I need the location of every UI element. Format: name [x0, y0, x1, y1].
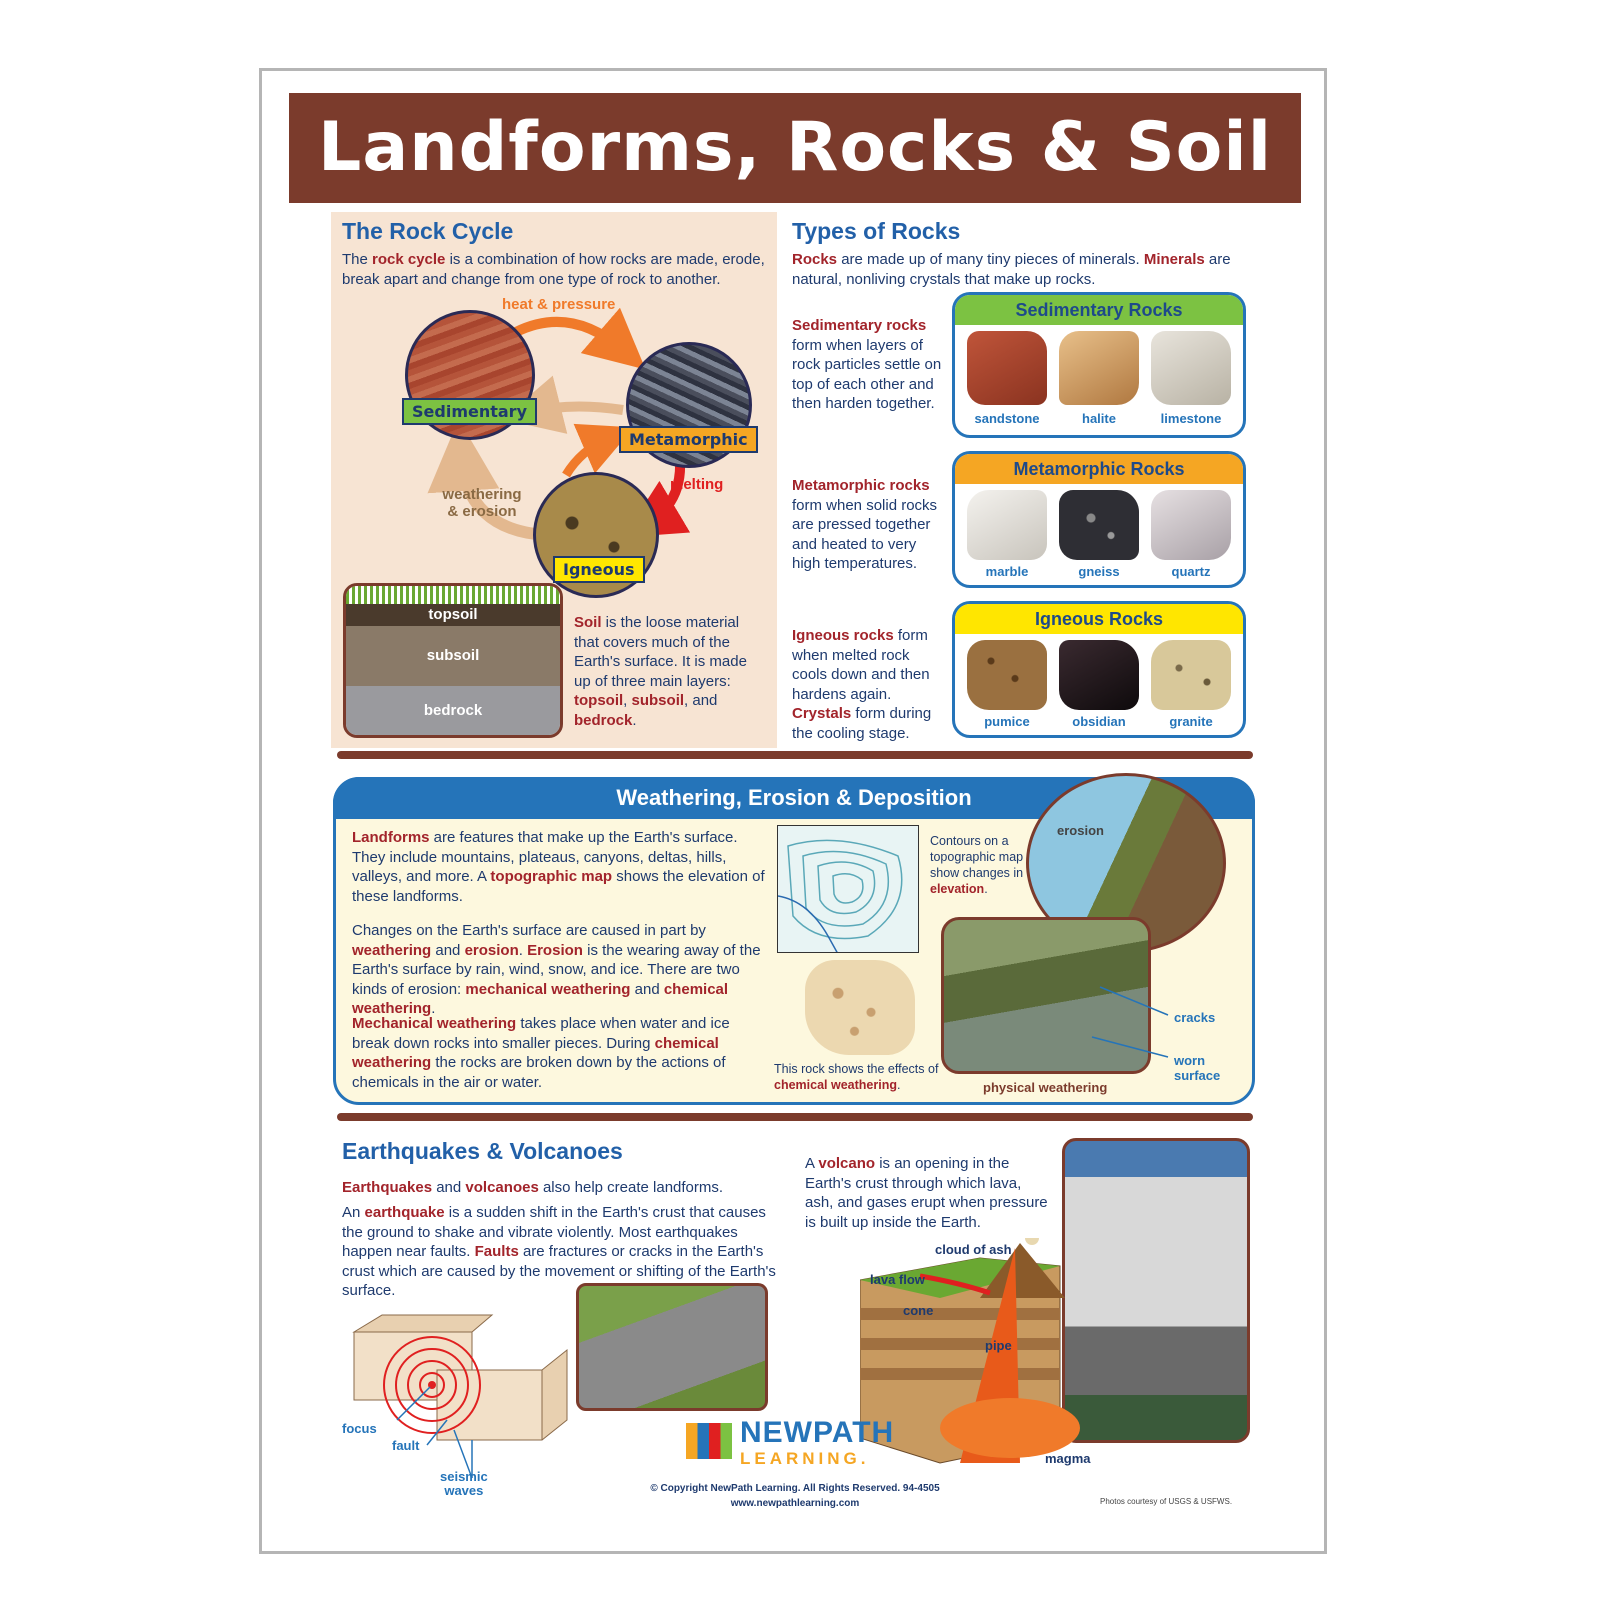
types-of-rocks-heading: Types of Rocks: [792, 218, 961, 244]
obsidian-label: obsidian: [1072, 714, 1126, 729]
sandstone-image: [967, 331, 1047, 405]
topographic-map: [777, 825, 919, 953]
gneiss-image: [1059, 490, 1139, 560]
cone-label: cone: [903, 1303, 934, 1318]
marble-image: [967, 490, 1047, 560]
magma-label: magma: [1045, 1451, 1091, 1466]
earthquake-road-photo: [576, 1283, 768, 1411]
sedimentary-label: Sedimentary: [402, 398, 537, 425]
erosion-label: erosion: [1057, 823, 1104, 838]
granite-label: granite: [1169, 714, 1213, 729]
sedimentary-rocks-box: [952, 292, 1246, 438]
cloud-of-ash-label: cloud of ash: [935, 1242, 1012, 1257]
halite-image: [1059, 331, 1139, 405]
landforms-intro: Earthquakes and volcanoes also help create landforms.: [342, 1179, 724, 1196]
subsoil-label: subsoil: [346, 626, 560, 686]
metamorphic-label: Metamorphic: [619, 426, 758, 453]
rock-cycle-intro: The rock cycle is a combination of how rocks are made, erode, break apart and change from one type of rock to another.: [342, 251, 765, 288]
lava-flow-label: lava flow: [870, 1272, 925, 1287]
rock-cycle-heading: The Rock Cycle: [342, 218, 514, 244]
soil-layers-diagram: [343, 583, 563, 738]
bedrock-label: bedrock: [346, 686, 560, 738]
topsoil-label: topsoil: [346, 604, 560, 626]
worn-surface-label: worn surface: [1174, 1053, 1221, 1083]
quartz-image: [1151, 490, 1231, 560]
volcano-eruption-photo: [1062, 1138, 1250, 1443]
marble-label: marble: [985, 564, 1029, 579]
igneous-rocks-box: [952, 601, 1246, 738]
limestone-image: [1151, 331, 1231, 405]
metamorphic-description: Metamorphic rocks form when solid rocks are pressed together and heated to very high temperatures.: [792, 477, 938, 572]
mechanical-weathering-paragraph: Mechanical weathering takes place when water and ice break down rocks into smaller pieces. During chemical weathering the rocks are broken down by the actions of chemicals in the air or water.: [352, 1015, 730, 1091]
halite-label: halite: [1082, 411, 1116, 426]
logo-text-bottom: LEARNING.: [740, 1449, 870, 1468]
sedimentary-description: Sedimentary rocks form when layers of rock particles settle on top of each other and then harden together.: [792, 317, 942, 412]
earthquakes-volcanoes-heading: Earthquakes & Volcanoes: [342, 1138, 623, 1164]
earthquake-paragraph: An earthquake is a sudden shift in the Earth's crust that causes the ground to shake and vibrate violently. Most earthquakes happen near faults. Faults are fractures or cracks in the Earth's crust which are caused by the movement or shifting of the Earth's surface.: [342, 1204, 776, 1299]
fault-label: fault: [392, 1438, 420, 1453]
logo-text-top: NEWPATH: [740, 1416, 895, 1449]
chemical-weathering-caption: This rock shows the effects of chemical weathering.: [774, 1062, 939, 1092]
granite-image: [1151, 640, 1231, 710]
soil-description: Soil is the loose material that covers much of the Earth's surface. It is made up of three main layers: topsoil, subsoil, and bedrock.: [574, 614, 747, 729]
igneous-label: Igneous: [553, 556, 645, 583]
physical-weathering-caption: physical weathering: [983, 1080, 1108, 1095]
focus-label: focus: [342, 1421, 377, 1436]
seismic-waves-label: seismic waves: [440, 1469, 488, 1498]
quartz-label: quartz: [1171, 564, 1211, 579]
website-url: www.newpathlearning.com: [730, 1498, 860, 1509]
limestone-label: limestone: [1160, 411, 1222, 426]
obsidian-image: [1059, 640, 1139, 710]
poster-title: Landforms, Rocks & Soil: [289, 93, 1301, 203]
chemical-weathering-rock: [805, 960, 915, 1055]
physical-weathering-pointers: [1090, 985, 1170, 1075]
gneiss-label: gneiss: [1078, 564, 1120, 579]
cracks-label: cracks: [1174, 1010, 1216, 1025]
landforms-paragraph: Landforms are features that make up the Earth's surface. They include mountains, plateaus, canyons, deltas, hills, valleys, and more. A topographic map shows the elevation of these landforms.: [352, 829, 765, 905]
pumice-image: [967, 640, 1047, 710]
newpath-logo-icon: [686, 1423, 732, 1459]
metamorphic-rocks-box: [952, 451, 1246, 588]
metamorphic-rocks-title: Metamorphic Rocks: [955, 454, 1243, 484]
heat-pressure-label: heat & pressure: [502, 296, 616, 313]
pumice-label: pumice: [984, 714, 1030, 729]
contour-caption: Contours on a topographic map show changes in elevation.: [930, 834, 1024, 896]
weathering-heading: Weathering, Erosion & Deposition: [333, 777, 1255, 819]
melting-label: melting: [670, 476, 724, 493]
types-of-rocks-intro: Rocks are made up of many tiny pieces of minerals. Minerals are natural, nonliving crystals that make up rocks.: [792, 251, 1231, 288]
section-divider: [337, 1113, 1253, 1121]
igneous-description: Igneous rocks form when melted rock cools down and then hardens again. Crystals form during the cooling stage.: [792, 627, 932, 742]
photo-credit: Photos courtesy of USGS & USFWS.: [1100, 1497, 1233, 1506]
changes-paragraph: Changes on the Earth's surface are caused in part by weathering and erosion. Erosion is the wearing away of the Earth's surface by rain, wind, snow, and ice. There are two kinds of erosion: mechanical weathering and chemical weathering.: [352, 922, 761, 1017]
sandstone-label: sandstone: [974, 411, 1040, 426]
volcano-paragraph: A volcano is an opening in the Earth's crust through which lava, ash, and gases erupt when pressure is built up inside the Earth.: [805, 1155, 1048, 1231]
pipe-label: pipe: [985, 1338, 1012, 1353]
copyright-text: © Copyright NewPath Learning. All Rights Reserved. 94-4505: [650, 1483, 940, 1494]
weathering-erosion-label: weathering & erosion: [442, 486, 522, 520]
igneous-rocks-title: Igneous Rocks: [955, 604, 1243, 634]
sedimentary-rocks-title: Sedimentary Rocks: [955, 295, 1243, 325]
section-divider: [337, 751, 1253, 759]
